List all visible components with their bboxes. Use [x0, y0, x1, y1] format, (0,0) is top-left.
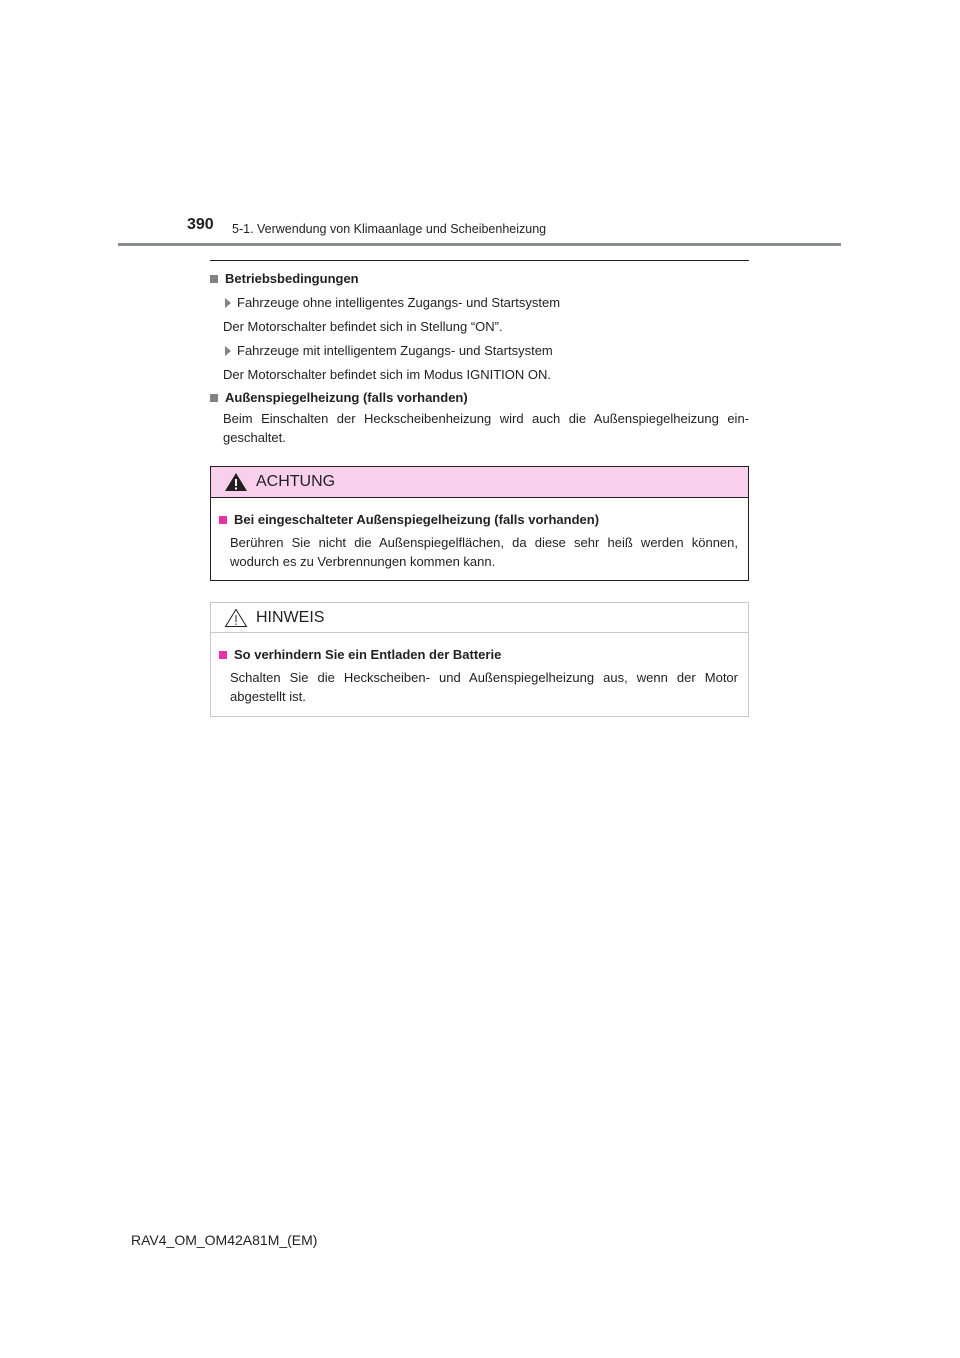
caution-title — [219, 510, 738, 529]
section-operating-conditions — [210, 269, 749, 384]
header-rule — [118, 243, 841, 246]
page-number: 390 — [187, 216, 214, 233]
arrow-bullet-icon — [225, 346, 231, 356]
section-title-text: Außenspiegelheizung (falls vorhanden) — [225, 390, 468, 405]
section-title — [210, 269, 749, 288]
notice-title — [219, 645, 738, 664]
notice-box — [210, 602, 749, 717]
bullet-text: Fahrzeuge mit intelligentem Zugangs- und Startsystem — [237, 343, 553, 358]
chapter-title: 5-1. Verwendung von Klimaanlage und Scheibenheizung — [232, 222, 547, 236]
caution-box — [210, 466, 749, 581]
footer-document-code: RAV4_OM_OM42A81M_(EM) — [131, 1232, 318, 1248]
content-rule — [210, 260, 749, 261]
list-item — [225, 341, 749, 360]
warning-triangle-outline-icon — [224, 608, 248, 628]
section-title-text: Betriebsbedingungen — [225, 271, 359, 286]
caution-text: Berühren Sie nicht die Außenspiegelflächen, da diese sehr heiß werden können, wodurch es zu Verbrennungen kommen kann. — [230, 535, 738, 569]
square-bullet-icon — [219, 651, 227, 659]
bullet-text: Fahrzeuge ohne intelligentes Zugangs- und Startsystem — [237, 295, 561, 310]
list-item — [225, 293, 749, 312]
section-mirror-heater — [210, 388, 749, 447]
notice-heading: HINWEIS — [256, 608, 325, 626]
square-bullet-icon — [210, 394, 218, 402]
notice-text: Schalten Sie die Heckscheiben- und Außenspiegelheizung aus, wenn der Motor abgestellt ist. — [230, 670, 738, 704]
paragraph: Beim Einschalten der Heckscheibenheizung wird auch die Außenspiegelheizung ein-geschaltet. — [223, 411, 749, 445]
square-bullet-icon — [210, 275, 218, 283]
notice-body — [211, 633, 748, 706]
arrow-bullet-icon — [225, 298, 231, 308]
caution-body — [211, 498, 748, 571]
caution-title-text: Bei eingeschalteter Außenspiegelheizung (falls vorhanden) — [234, 512, 600, 527]
notice-header — [211, 603, 748, 633]
paragraph: Der Motorschalter befindet sich in Stellung “ON”. — [223, 319, 503, 334]
square-bullet-icon — [219, 516, 227, 524]
warning-triangle-filled-icon — [224, 472, 248, 492]
paragraph: Der Motorschalter befindet sich im Modus IGNITION ON. — [223, 367, 551, 382]
caution-header — [211, 467, 748, 498]
section-title — [210, 388, 749, 407]
caution-heading: ACHTUNG — [256, 473, 336, 490]
notice-title-text: So verhindern Sie ein Entladen der Batterie — [234, 647, 502, 662]
